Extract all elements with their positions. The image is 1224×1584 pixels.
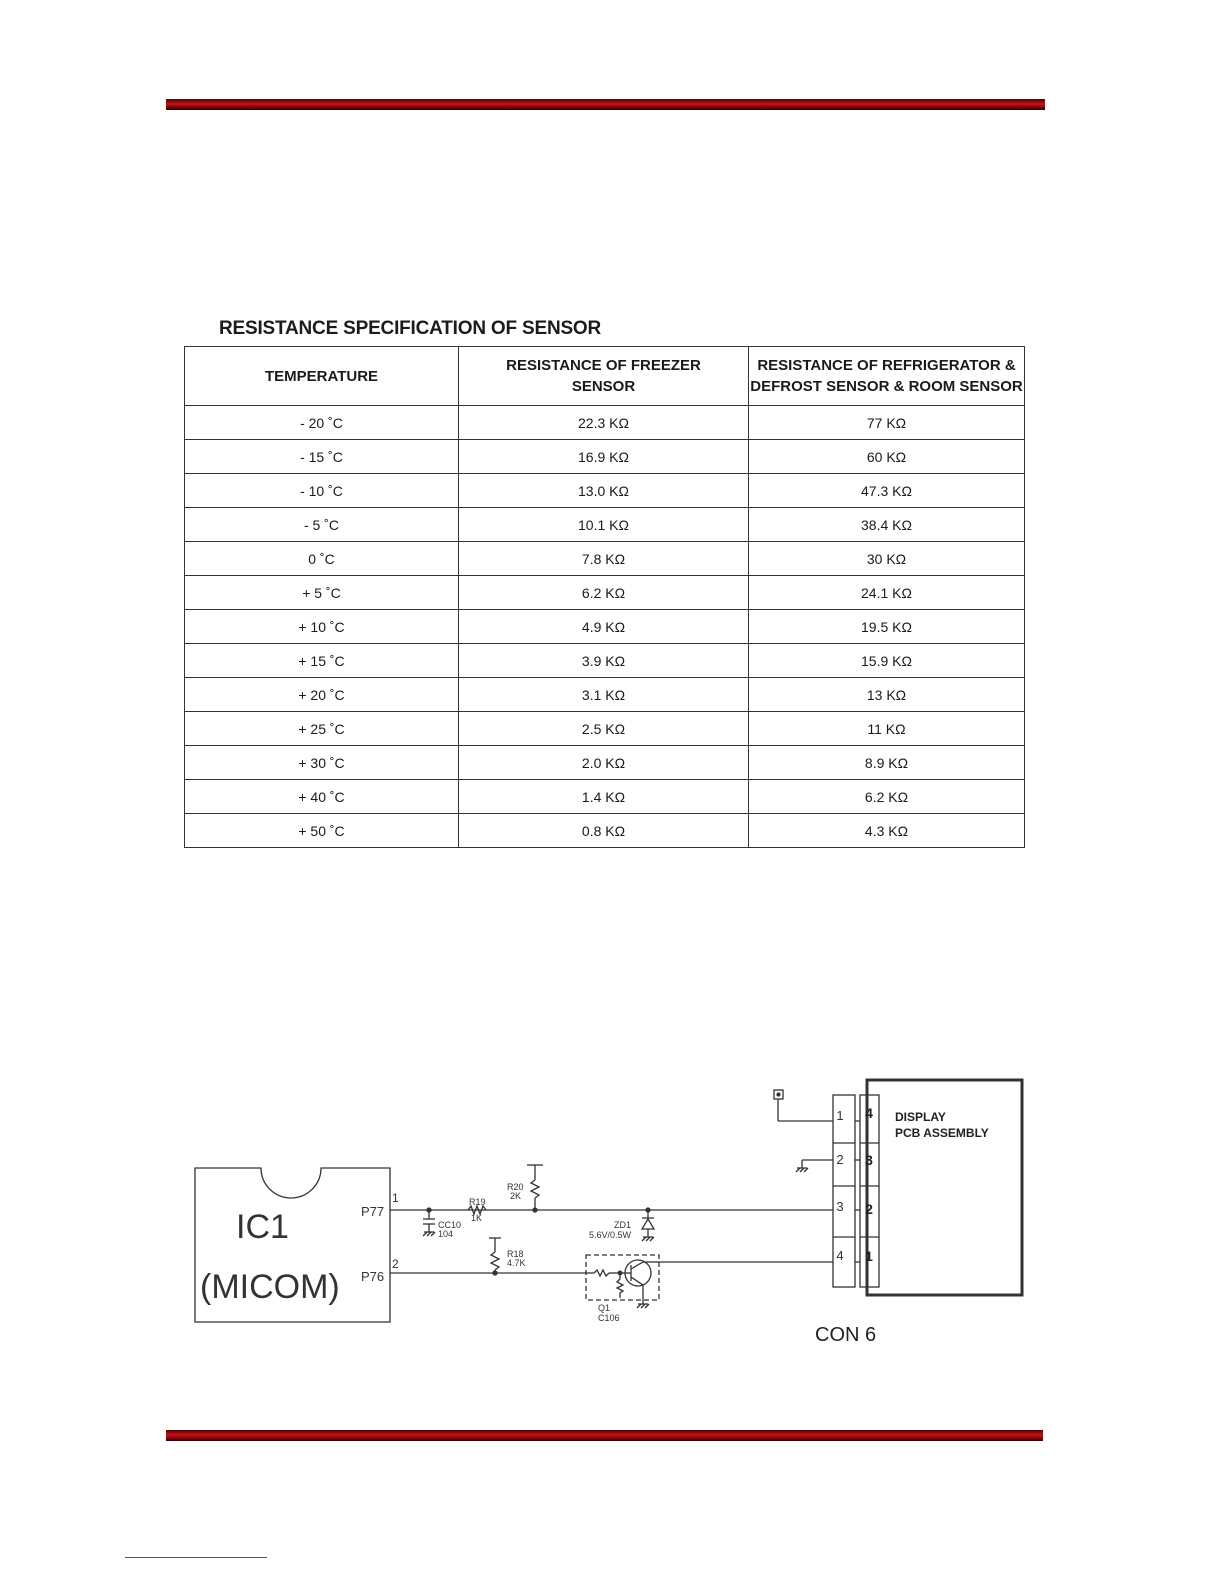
freezer-cell: 22.3 KΩ xyxy=(459,406,749,440)
fridge-cell: 8.9 KΩ xyxy=(749,746,1025,780)
q1-label: Q1 xyxy=(598,1303,611,1313)
cc10-junction-dot xyxy=(427,1208,431,1212)
display-label-line1: DISPLAY xyxy=(895,1110,946,1124)
temp-cell: + 20 ˚C xyxy=(185,678,459,712)
temp-cell: 0 ˚C xyxy=(185,542,459,576)
table-title: RESISTANCE SPECIFICATION OF SENSOR xyxy=(219,318,602,339)
q1-emitter xyxy=(631,1277,643,1285)
freezer-cell: 0.8 KΩ xyxy=(459,814,749,848)
display-label-line2: PCB ASSEMBLY xyxy=(895,1126,989,1140)
pin-p76-label: P76 xyxy=(361,1269,385,1284)
q1-collector xyxy=(631,1262,643,1269)
ic1-sub-label: (MICOM) xyxy=(200,1268,340,1306)
freezer-cell: 6.2 KΩ xyxy=(459,576,749,610)
temp-cell: - 20 ˚C xyxy=(185,406,459,440)
con6-left-pin: 2 xyxy=(836,1152,844,1167)
header-refrigerator-line1: RESISTANCE OF REFRIGERATOR & xyxy=(757,357,1016,374)
r19-label: R19 xyxy=(469,1197,486,1207)
r18-value: 4.7K xyxy=(507,1258,526,1268)
freezer-cell: 3.1 KΩ xyxy=(459,678,749,712)
r19-value: 1K xyxy=(471,1213,483,1223)
temp-cell: + 15 ˚C xyxy=(185,644,459,678)
fridge-cell: 19.5 KΩ xyxy=(749,610,1025,644)
fridge-cell: 47.3 KΩ xyxy=(749,474,1025,508)
cc10-label: CC10 xyxy=(438,1220,462,1230)
freezer-cell: 1.4 KΩ xyxy=(459,780,749,814)
temp-cell: + 50 ˚C xyxy=(185,814,459,848)
temp-cell: + 25 ˚C xyxy=(185,712,459,746)
header-temperature: TEMPERATURE xyxy=(185,347,459,406)
footnote-separator xyxy=(125,1557,267,1558)
r18-junction-dot xyxy=(493,1271,497,1275)
fridge-cell: 15.9 KΩ xyxy=(749,644,1025,678)
con6-left-pin: 4 xyxy=(836,1248,844,1263)
fridge-cell: 24.1 KΩ xyxy=(749,576,1025,610)
freezer-cell: 2.0 KΩ xyxy=(459,746,749,780)
fridge-cell: 11 KΩ xyxy=(749,712,1025,746)
ic1-label: IC1 xyxy=(236,1208,289,1246)
cc10-value: 104 xyxy=(438,1229,454,1239)
freezer-cell: 3.9 KΩ xyxy=(459,644,749,678)
temp-cell: - 10 ˚C xyxy=(185,474,459,508)
con6-left-pin: 1 xyxy=(836,1108,844,1123)
pin-p77-label: P77 xyxy=(361,1204,385,1219)
bottom-red-rule xyxy=(166,1430,1043,1441)
temp-cell: + 40 ˚C xyxy=(185,780,459,814)
vcc-terminal-dot xyxy=(777,1093,780,1096)
freezer-cell: 10.1 KΩ xyxy=(459,508,749,542)
temp-cell: + 5 ˚C xyxy=(185,576,459,610)
header-freezer-line1: RESISTANCE OF FREEZER xyxy=(506,357,701,374)
freezer-cell: 7.8 KΩ xyxy=(459,542,749,576)
r18-resistor xyxy=(491,1252,499,1270)
header-freezer-line2: SENSOR xyxy=(571,378,636,395)
temp-cell: + 10 ˚C xyxy=(185,610,459,644)
r20-value: 2K xyxy=(510,1191,522,1201)
fridge-cell: 30 KΩ xyxy=(749,542,1025,576)
q1-value: C106 xyxy=(598,1313,620,1323)
con6-left-pin: 3 xyxy=(836,1199,844,1214)
r20-resistor xyxy=(531,1180,539,1198)
freezer-cell: 2.5 KΩ xyxy=(459,712,749,746)
con6-right-pin: 4 xyxy=(865,1105,873,1121)
con6-right-pin: 2 xyxy=(865,1201,873,1217)
zd1-diode-body xyxy=(642,1219,654,1229)
con6-right-pin: 3 xyxy=(865,1152,873,1168)
con6-label: CON 6 xyxy=(815,1324,877,1346)
r20-junction-dot xyxy=(533,1208,537,1212)
fridge-cell: 77 KΩ xyxy=(749,406,1025,440)
fridge-cell: 4.3 KΩ xyxy=(749,814,1025,848)
q1-base-resistor xyxy=(594,1270,609,1276)
pin-2-label: 2 xyxy=(392,1257,399,1271)
r20-label: R20 xyxy=(507,1182,524,1192)
freezer-cell: 16.9 KΩ xyxy=(459,440,749,474)
con6-right-pin: 1 xyxy=(865,1248,873,1264)
fridge-cell: 38.4 KΩ xyxy=(749,508,1025,542)
zd1-value: 5.6V/0.5W xyxy=(589,1230,632,1240)
temp-cell: - 15 ˚C xyxy=(185,440,459,474)
q1-bias-resistor xyxy=(617,1273,623,1298)
fridge-cell: 60 KΩ xyxy=(749,440,1025,474)
r18-label: R18 xyxy=(507,1249,524,1259)
temp-cell: - 5 ˚C xyxy=(185,508,459,542)
header-refrigerator-line2: DEFROST SENSOR & ROOM SENSOR xyxy=(750,378,1023,395)
pin-1-label: 1 xyxy=(392,1191,399,1205)
freezer-cell: 4.9 KΩ xyxy=(459,610,749,644)
fridge-cell: 6.2 KΩ xyxy=(749,780,1025,814)
zd1-label: ZD1 xyxy=(614,1220,632,1230)
temp-cell: + 30 ˚C xyxy=(185,746,459,780)
fridge-cell: 13 KΩ xyxy=(749,678,1025,712)
freezer-cell: 13.0 KΩ xyxy=(459,474,749,508)
